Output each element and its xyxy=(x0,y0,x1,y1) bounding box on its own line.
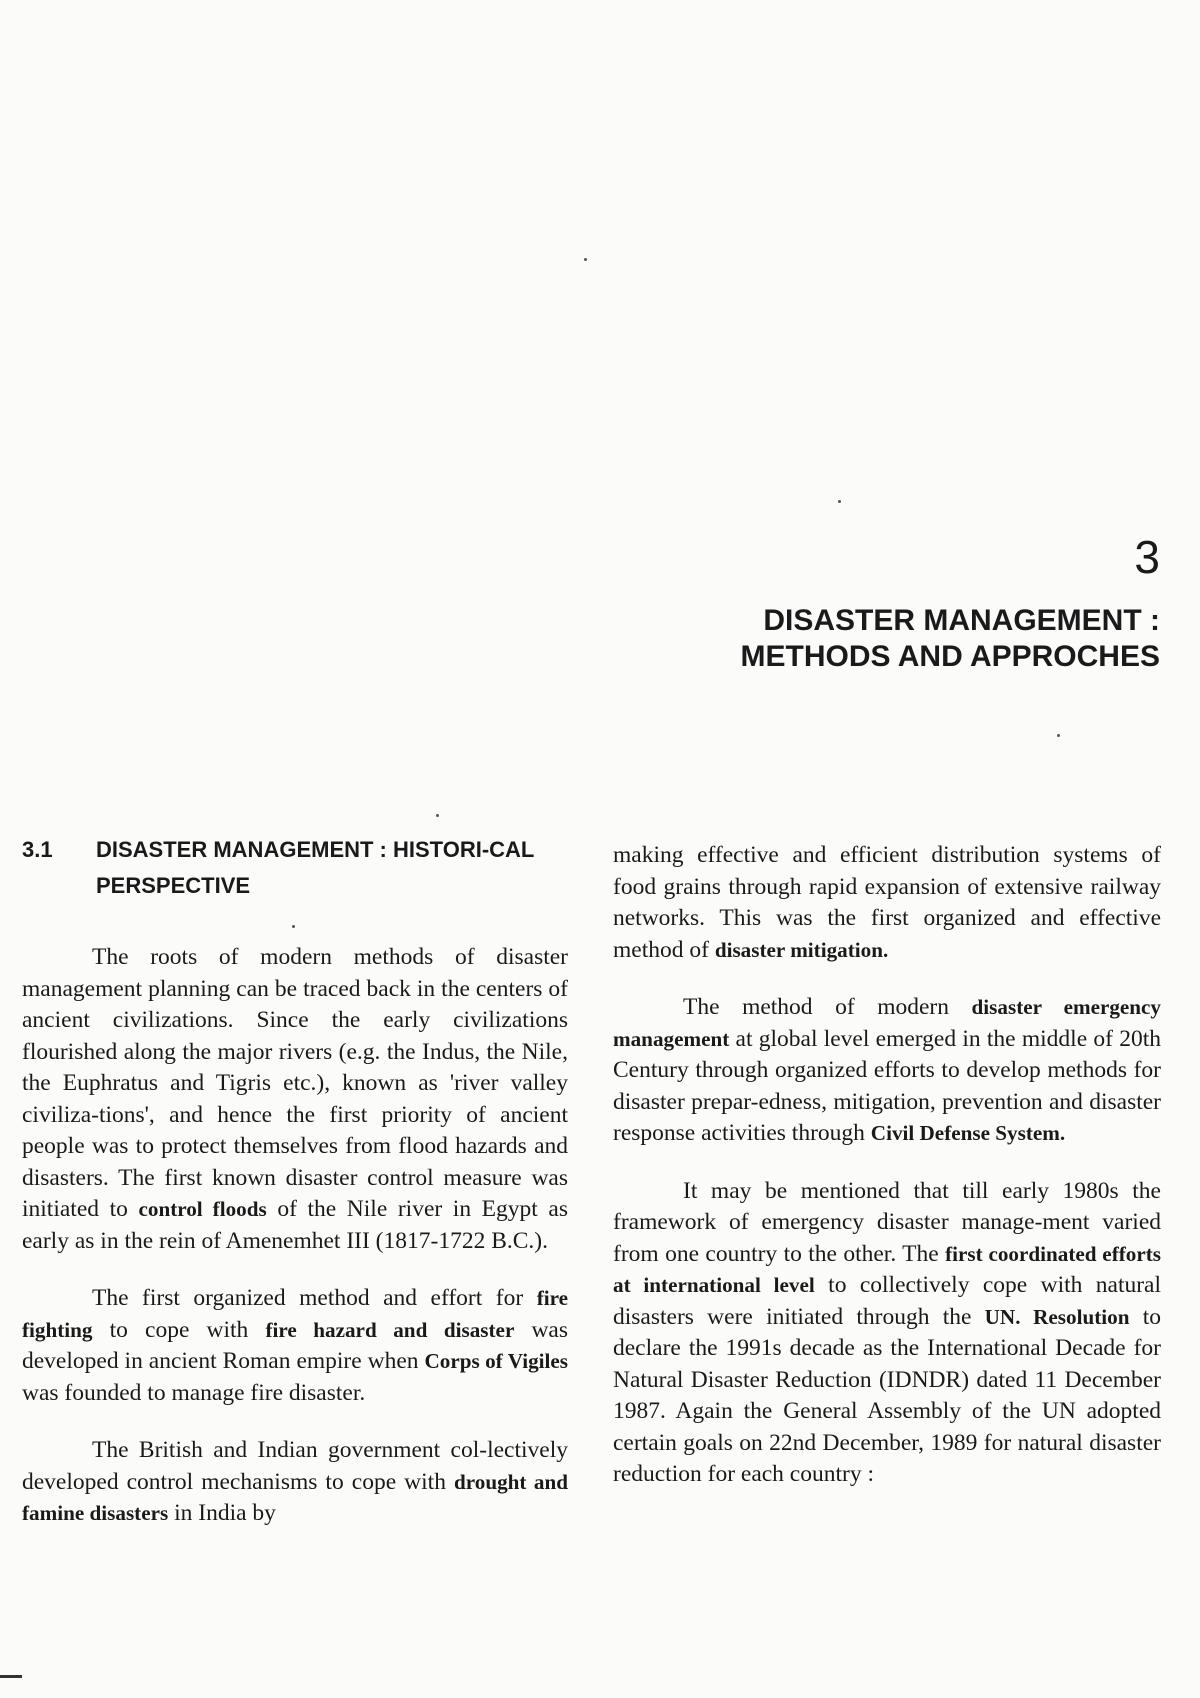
bold-text: disaster emergency management xyxy=(613,995,1161,1051)
chapter-title xyxy=(460,603,1160,675)
paragraph-british-indian xyxy=(22,1435,568,1530)
scan-speck xyxy=(292,925,295,928)
paragraph-continuation xyxy=(613,840,1161,966)
text: to cope with xyxy=(92,1316,266,1343)
text: to declare the 1991s decade as the International Decade for Natural Disaster Reduction (IDNDR) dated 11 December 1987. Again the General Assembly of the UN adopted certain goals on 22nd December, 1989 for natural disaster reduction for each country : xyxy=(613,1303,1161,1487)
section-number: 3.1 xyxy=(22,837,53,862)
scan-speck xyxy=(584,258,587,261)
bold-text: first coordinated efforts at international level xyxy=(613,1241,1161,1297)
text: was founded to manage fire disaster. xyxy=(22,1379,366,1406)
bold-text: control floods xyxy=(138,1197,267,1221)
text: was developed in ancient Roman empire when xyxy=(22,1316,569,1374)
paragraph-international-efforts xyxy=(613,1176,1161,1491)
paragraph-ancient-civilizations xyxy=(22,942,568,1257)
text: The roots of modern methods of disaster management planning can be traced back in the centers of ancient civilizations. Since the early civilizations flourished along the major rivers (e.g. the Indus, the Nile, the Euphratus and Tigris etc.), known as 'river valley civiliza-tions', and hence the first priority of ancient people was to protect themselves from flood hazards and disasters. The first known disaster control measure was initiated to xyxy=(22,944,568,1222)
chapter-title-line-1: DISASTER MANAGEMENT : xyxy=(763,604,1160,637)
section-title: DISASTER MANAGEMENT : HISTORI-CAL PERSPECTIVE xyxy=(96,837,534,898)
text: in India by xyxy=(168,1500,276,1526)
bold-text: disaster mitigation. xyxy=(714,937,889,962)
right-column xyxy=(613,840,1161,1517)
left-column xyxy=(22,832,568,1556)
text: of the Nile river in Egypt as early as in the rein of Amenemhet III (1817-1722 B.C.). xyxy=(22,1196,568,1254)
chapter-number: 3 xyxy=(1134,531,1160,583)
text: The method of modern xyxy=(683,994,972,1020)
scan-speck xyxy=(838,500,841,503)
scan-speck xyxy=(436,814,439,817)
paragraph-modern-management xyxy=(613,992,1161,1150)
scan-speck xyxy=(1057,734,1060,737)
text: It may be mentioned that till early 1980s the framework of emergency disaster manage-ment varied from one country to the other. The xyxy=(613,1177,1161,1267)
text: The British and Indian government col-lectively developed control mechanisms to cope with xyxy=(22,1437,568,1495)
scan-edge-mark xyxy=(0,1675,22,1678)
bold-text: fire fighting xyxy=(22,1286,568,1342)
section-heading xyxy=(22,832,568,904)
bold-text: Civil Defense System. xyxy=(870,1121,1066,1145)
bold-text: Corps of Vigiles xyxy=(424,1349,568,1373)
text: to collectively cope with natural disasters were initiated through the xyxy=(613,1272,1162,1330)
paragraph-roman-empire xyxy=(22,1283,568,1409)
bold-text: UN. Resolution xyxy=(984,1304,1130,1329)
text: The first organized method and effort for xyxy=(92,1285,537,1311)
text: at global level emerged in the middle of 20th Century through organized efforts to develop methods for disaster prepar-edness, mitigation, prevention and disaster response activities through xyxy=(613,1025,1161,1146)
bold-text: drought and famine disasters xyxy=(22,1469,568,1525)
chapter-title-line-2: METHODS AND APPROCHES xyxy=(740,640,1160,673)
bold-text: fire hazard and disaster xyxy=(265,1317,515,1342)
text: making effective and efficient distribution systems of food grains through rapid expansion of extensive railway networks. This was the first organized and effective method of xyxy=(613,842,1161,963)
